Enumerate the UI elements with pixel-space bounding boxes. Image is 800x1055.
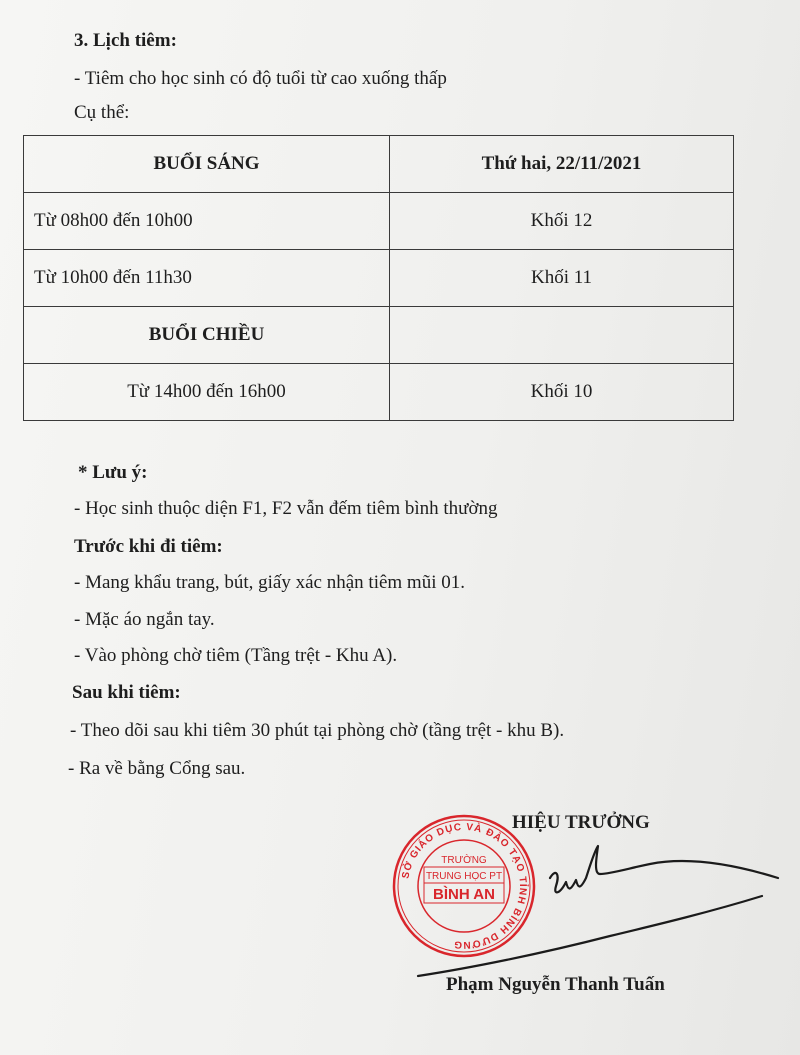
stamp-line1: TRƯỜNG (441, 855, 487, 866)
schedule-row (24, 364, 734, 421)
section-heading: 3. Lịch tiêm: (74, 30, 177, 51)
notes-line: - Học sinh thuộc diện F1, F2 vẫn đếm tiêm bình thường (74, 498, 498, 519)
handwritten-signature (410, 838, 790, 978)
schedule-session-row (24, 307, 734, 364)
schedule-table-body (24, 136, 734, 421)
stamp-line2: TRUNG HỌC PT (425, 871, 503, 882)
schedule-time-cell: Từ 14h00 đến 16h00 (24, 364, 390, 421)
vaccination-schedule-table (23, 135, 734, 421)
notes-title: * Lưu ý: (78, 462, 148, 483)
before-item: - Vào phòng chờ tiêm (Tầng trệt - Khu A). (74, 645, 398, 666)
schedule-time-cell: Từ 10h00 đến 11h30 (24, 250, 390, 307)
intro-line: - Tiêm cho học sinh có độ tuổi từ cao xuống thấp (74, 68, 447, 89)
schedule-group-cell: Thứ hai, 22/11/2021 (390, 136, 734, 193)
schedule-time-cell: Từ 08h00 đến 10h00 (24, 193, 390, 250)
before-vaccination-title: Trước khi đi tiêm: (74, 536, 223, 557)
schedule-group-cell: Khối 12 (390, 193, 734, 250)
before-item: - Mặc áo ngắn tay. (74, 609, 215, 630)
schedule-group-cell: Khối 11 (390, 250, 734, 307)
signature-role: HIỆU TRƯỞNG (512, 812, 650, 833)
signatory-name: Phạm Nguyễn Thanh Tuấn (446, 974, 665, 995)
after-vaccination-title: Sau khi tiêm: (72, 682, 181, 703)
schedule-row (24, 250, 734, 307)
schedule-group-cell: Khối 10 (390, 364, 734, 421)
after-item: - Ra về bằng Cổng sau. (68, 758, 246, 779)
stamp-ring-text: SỞ GIÁO DỤC VÀ ĐÀO TẠO TỈNH BÌNH DƯƠNG (400, 821, 529, 951)
schedule-session-row (24, 136, 734, 193)
schedule-time-cell: BUỔI CHIỀU (24, 307, 390, 364)
schedule-time-cell: BUỔI SÁNG (24, 136, 390, 193)
detail-label: Cụ thể: (74, 102, 130, 123)
before-item: - Mang khẩu trang, bút, giấy xác nhận tiêm mũi 01. (74, 572, 465, 593)
after-item: - Theo dõi sau khi tiêm 30 phút tại phòng chờ (tầng trệt - khu B). (70, 720, 565, 741)
schedule-group-cell (390, 307, 734, 364)
schedule-row (24, 193, 734, 250)
stamp-line3: BÌNH AN (433, 886, 495, 903)
